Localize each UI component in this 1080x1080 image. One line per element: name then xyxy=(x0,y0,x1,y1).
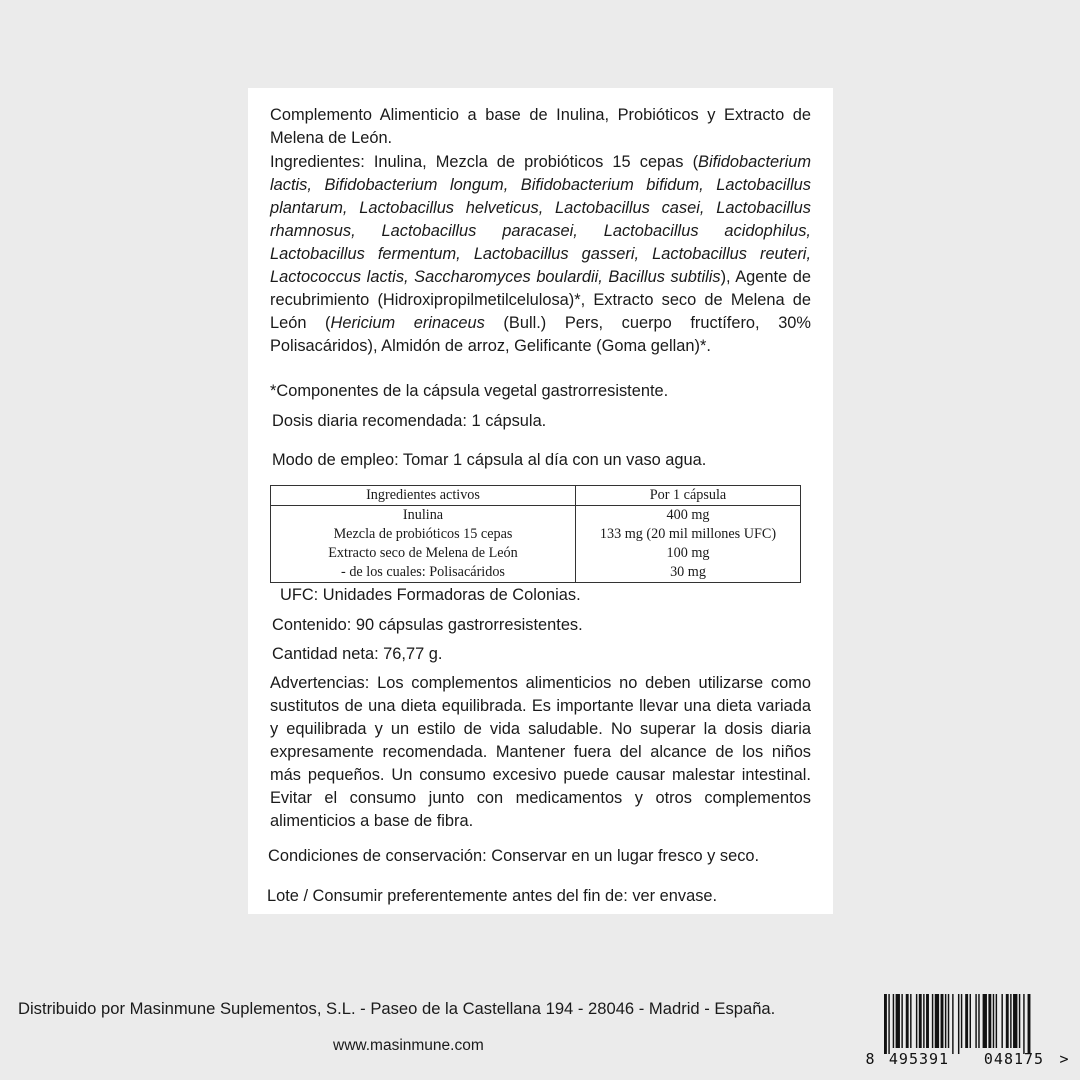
table-header-ingredient: Ingredientes activos xyxy=(271,486,576,506)
warnings-paragraph: Advertencias: Los complementos alimenticios no deben utilizarse como sustitutos de una dieta equilibrada. Es importante llevar una dieta variada y equilibrada y un estilo de vida saludable. No superar la dosis diaria expresamente recomendada. Mantener fuera del alcance de los niños más pequeños. Un consumo excesivo puede causar malestar intestinal. Evitar el consumo junto con medicamentos y otros complementos alimenticios a base de fibra. xyxy=(270,674,811,830)
barcode-right-digits: 048175 xyxy=(983,1050,1045,1068)
barcode-bar xyxy=(1013,994,1017,1048)
ingredients-intro: Ingredientes: Inulina, Mezcla de probióticos 15 cepas ( xyxy=(270,153,699,171)
barcode-bar xyxy=(896,994,900,1048)
barcode-bar xyxy=(888,994,889,1054)
table-cell-amount: 30 mg xyxy=(576,563,801,583)
table-cell-ingredient: Extracto seco de Melena de León xyxy=(271,544,576,563)
barcode-bar xyxy=(901,994,902,1048)
barcode xyxy=(864,992,1070,1072)
barcode-bar xyxy=(910,994,911,1048)
table-row xyxy=(271,544,801,563)
barcode-bar xyxy=(1001,994,1002,1048)
table-cell-amount: 133 mg (20 mil millones UFC) xyxy=(576,525,801,544)
barcode-bar xyxy=(1006,994,1009,1048)
barcode-bar xyxy=(952,994,953,1054)
daily-dose: Dosis diaria recomendada: 1 cápsula. xyxy=(272,412,547,430)
barcode-bar xyxy=(970,994,971,1048)
barcode-bar xyxy=(1010,994,1011,1048)
barcode-bar xyxy=(926,994,929,1048)
barcode-bar xyxy=(935,994,939,1048)
barcode-left-digits: 495391 xyxy=(888,1050,950,1068)
barcode-bar xyxy=(945,994,946,1048)
distributor-info: Distribuido por Masinmune Suplementos, S.L. - Paseo de la Castellana 194 - 28046 - Madrid - España. xyxy=(18,999,776,1018)
barcode-bar xyxy=(958,994,959,1054)
barcode-bar xyxy=(932,994,933,1048)
barcode-bar xyxy=(948,994,949,1048)
barcode-bar xyxy=(975,994,976,1048)
barcode-bar xyxy=(906,994,909,1048)
table-cell-ingredient: Inulina xyxy=(271,506,576,526)
table-header-per-capsule: Por 1 cápsula xyxy=(576,486,801,506)
table-header-row xyxy=(271,486,801,506)
barcode-bar xyxy=(1028,994,1031,1054)
table-cell-ingredient: - de los cuales: Polisacáridos xyxy=(271,563,576,583)
table-row xyxy=(271,525,801,544)
ingredients-paragraph xyxy=(270,151,811,358)
product-label xyxy=(248,88,833,914)
ufc-note: UFC: Unidades Formadoras de Colonias. xyxy=(280,586,581,604)
storage-conditions: Condiciones de conservación: Conservar en un lugar fresco y seco. xyxy=(268,847,760,865)
net-quantity: Cantidad neta: 76,77 g. xyxy=(272,645,443,663)
hericium-name: Hericium erinaceus xyxy=(330,314,485,332)
barcode-bar xyxy=(1019,994,1020,1048)
usage-instructions: Modo de empleo: Tomar 1 cápsula al día con un vaso agua. xyxy=(272,451,707,469)
barcode-bar xyxy=(983,994,987,1048)
barcode-bar xyxy=(884,994,887,1054)
table-row xyxy=(271,563,801,583)
table-cell-amount: 400 mg xyxy=(576,506,801,526)
barcode-end-mark: > xyxy=(1059,1050,1069,1068)
table-cell-ingredient: Mezcla de probióticos 15 cepas xyxy=(271,525,576,544)
barcode-bar xyxy=(978,994,979,1048)
barcode-bars xyxy=(884,994,1030,1054)
capsule-note: *Componentes de la cápsula vegetal gastrorresistente. xyxy=(270,382,669,400)
barcode-bar xyxy=(965,994,968,1048)
content-info: Contenido: 90 cápsulas gastrorresistentes. xyxy=(272,616,583,634)
barcode-bar xyxy=(988,994,991,1048)
table-cell-amount: 100 mg xyxy=(576,544,801,563)
table-row xyxy=(271,506,801,526)
website-link[interactable]: www.masinmune.com xyxy=(333,1037,484,1054)
barcode-bar xyxy=(919,994,922,1048)
lot-info: Lote / Consumir preferentemente antes del fin de: ver envase. xyxy=(267,887,718,905)
probiotic-strains: Bifidobacterium lactis, Bifidobacterium longum, Bifidobacterium bifidum, Lactobacillus plantarum, Lactobacillus helveticus, Lactobacillus casei, Lactobacillus rhamnosus, Lactobacillus paracasei, Lactobacillus acidophilus, Lactobacillus fermentum, Lactobacillus gasseri, Lactobacillus reuteri, Lactococcus lactis, Saccharomyces boulardii, Bacillus subtilis xyxy=(270,153,811,286)
barcode-first-digit: 8 xyxy=(865,1050,875,1068)
barcode-bar xyxy=(941,994,944,1048)
barcode-bar xyxy=(961,994,962,1048)
product-title: Complemento Alimenticio a base de Inulina, Probióticos y Extracto de Melena de León. xyxy=(270,106,811,147)
ingredients-middle: ), Agente de recubrimiento (Hidroxipropilmetilcelulosa)*, Extracto seco de Melena de León ( xyxy=(270,268,811,332)
barcode-bar xyxy=(916,994,917,1048)
barcode-bar xyxy=(1023,994,1024,1054)
ingredients-end: (Bull.) Pers, cuerpo fructífero, 30% Polisacáridos), Almidón de arroz, Gelificante (Goma gellan)*. xyxy=(270,314,811,355)
barcode-bar xyxy=(996,994,997,1048)
barcode-bar xyxy=(893,994,894,1048)
barcode-bar xyxy=(993,994,994,1048)
active-ingredients-table xyxy=(270,485,801,583)
barcode-bar xyxy=(923,994,924,1048)
